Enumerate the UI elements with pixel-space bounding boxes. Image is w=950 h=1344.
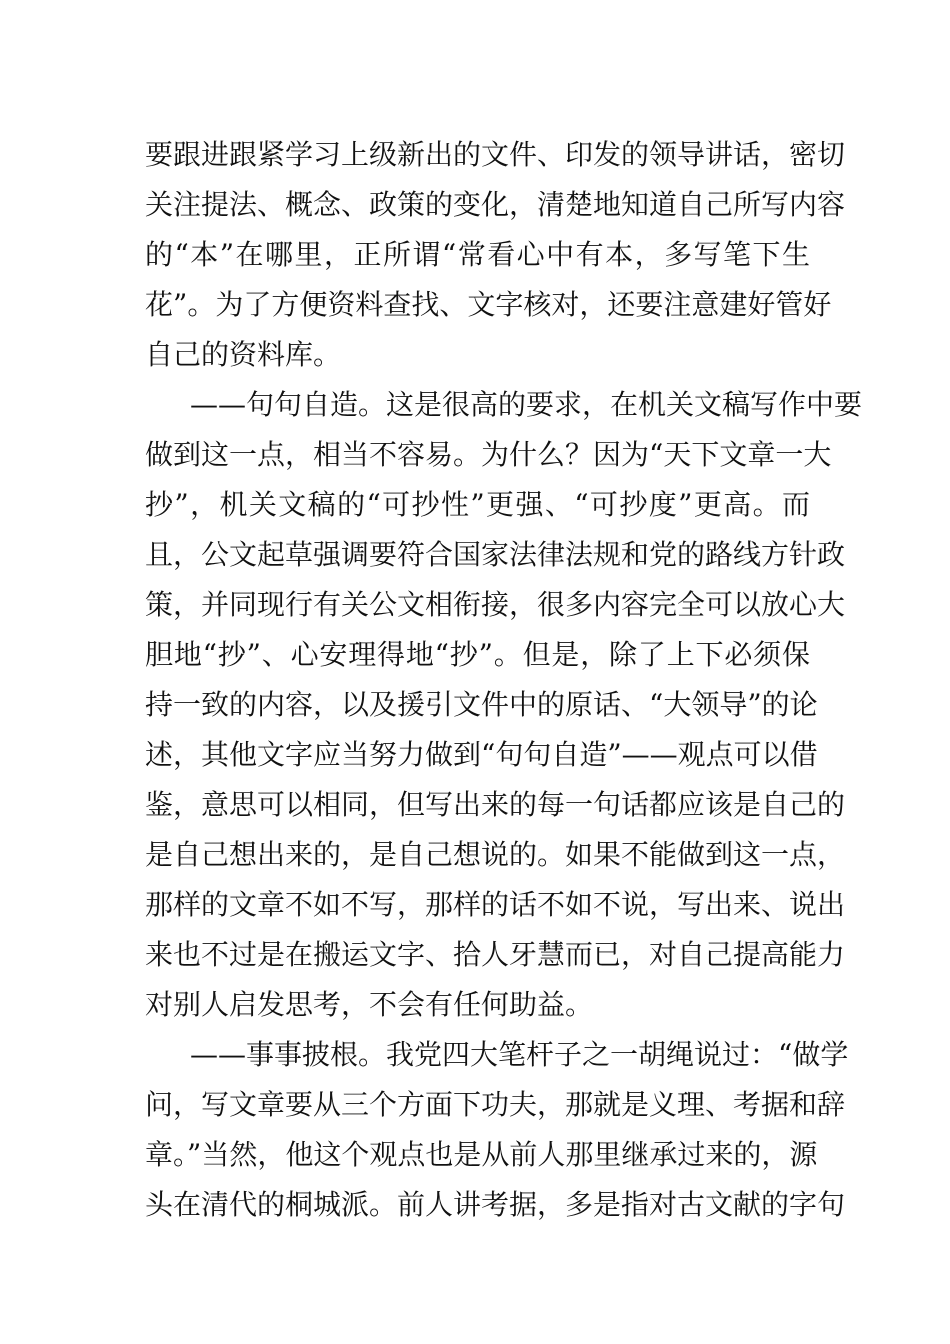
text-line: 自己的资料库。 <box>145 338 342 371</box>
text-line: 那样的文章不如不写，那样的话不如不说，写出来、说出 <box>145 888 846 921</box>
text-line: 策，并同现行有关公文相衔接，很多内容完全可以放心大 <box>145 588 846 621</box>
text-line: 来也不过是在搬运文字、拾人牙慧而已，对自己提高能力 <box>145 938 846 971</box>
text-line: 鉴，意思可以相同，但写出来的每一句话都应该是自己的 <box>145 788 846 821</box>
text-line: 问，写文章要从三个方面下功夫，那就是义理、考据和辞 <box>145 1088 846 1121</box>
text-line: 章。”当然，他这个观点也是从前人那里继承过来的，源 <box>145 1138 818 1171</box>
text-line: 且，公文起草强调要符合国家法律法规和党的路线方针政 <box>145 538 846 571</box>
text-line: 胆地“抄”、心安理得地“抄”。但是，除了上下必须保 <box>145 638 810 671</box>
text-line: 要跟进跟紧学习上级新出的文件、印发的领导讲话，密切 <box>145 138 846 171</box>
text-line: 头在清代的桐城派。前人讲考据，多是指对古文献的字句 <box>145 1188 846 1221</box>
document-body <box>145 130 863 1230</box>
text-line: 关注提法、概念、政策的变化，清楚地知道自己所写内容 <box>145 188 846 221</box>
text-line: 对别人启发思考，不会有任何助益。 <box>145 988 594 1021</box>
text-line: 的“本”在哪里，正所谓“常看心中有本，多写笔下生 <box>145 238 810 271</box>
text-line: ——句句自造。这是很高的要求，在机关文稿写作中要 <box>190 388 863 421</box>
text-line: 抄”，机关文稿的“可抄性”更强、“可抄度”更高。而 <box>145 488 810 521</box>
text-line: ——事事披根。我党四大笔杆子之一胡绳说过：“做学 <box>190 1038 849 1071</box>
text-line: 持一致的内容，以及援引文件中的原话、“大领导”的论 <box>145 688 818 721</box>
text-line: 是自己想出来的，是自己想说的。如果不能做到这一点， <box>145 838 846 871</box>
text-line: 花”。为了方便资料查找、文字核对，还要注意建好管好 <box>145 288 832 321</box>
text-line: 述，其他文字应当努力做到“句句自造”——观点可以借 <box>145 738 818 771</box>
text-line: 做到这一点，相当不容易。为什么？因为“天下文章一大 <box>145 438 832 471</box>
